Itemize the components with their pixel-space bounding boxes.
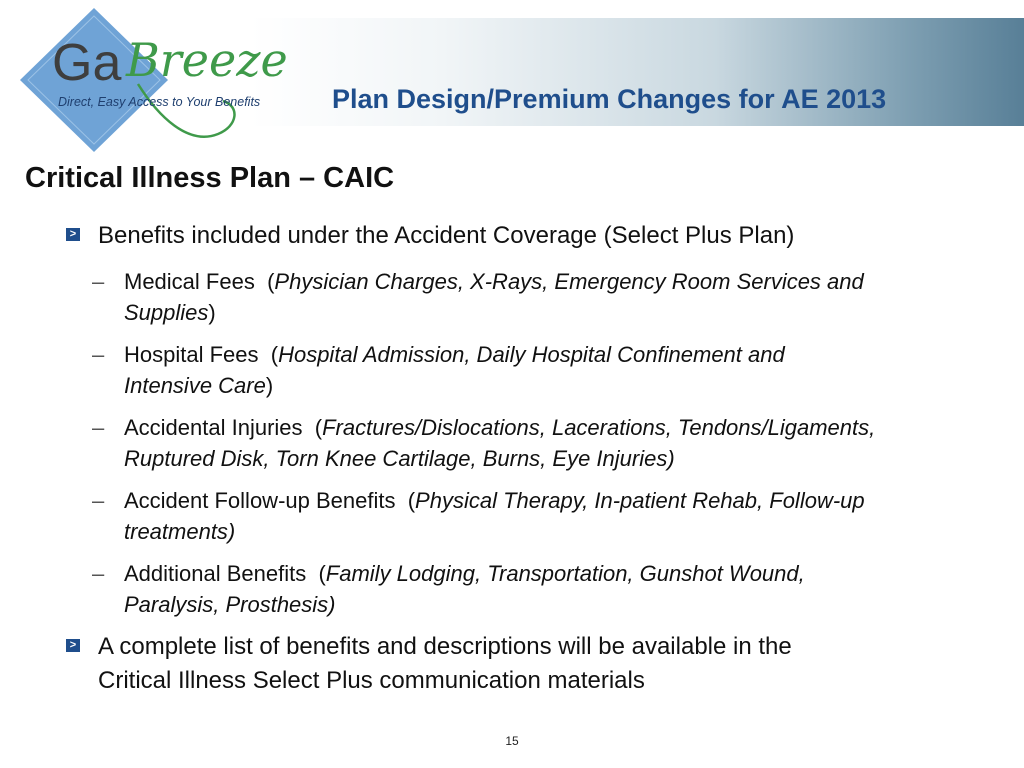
sub-item-detail: Physician Charges, X-Rays, Emergency Room Services and: [274, 269, 864, 294]
sub-item-text: Hospital Fees (Hospital Admission, Daily Hospital Confinement and Intensive Care): [124, 342, 785, 398]
logo-tagline: Direct, Easy Access to Your Benefits: [58, 95, 261, 109]
bullet-arrow-icon: >: [66, 228, 80, 241]
sub-item-label: Hospital Fees: [124, 342, 259, 367]
sub-item-detail-cont: Intensive Care: [124, 373, 266, 398]
sub-item-detail: Fractures/Dislocations, Lacerations, Tendons/Ligaments,: [322, 415, 876, 440]
bullet-text: [98, 630, 998, 698]
sub-item-label: Additional Benefits: [124, 561, 307, 586]
sub-item-detail-cont: treatments): [124, 519, 236, 544]
bullet-text-line1: A complete list of benefits and descriptions will be available in the: [98, 633, 792, 660]
sub-item-text: Accident Follow-up Benefits (Physical Therapy, In-patient Rehab, Follow-up treatments): [124, 488, 865, 544]
gabreeze-logo: [18, 6, 318, 154]
sub-item-detail: Physical Therapy, In-patient Rehab, Follow-up: [415, 488, 865, 513]
dash-icon: –: [92, 488, 105, 513]
sub-item-text: Medical Fees (Physician Charges, X-Rays, Emergency Room Services and Supplies): [124, 269, 864, 325]
page-number: 15: [505, 734, 519, 748]
sub-item-label: Accidental Injuries: [124, 415, 303, 440]
slide-title: Plan Design/Premium Changes for AE 2013: [332, 84, 887, 114]
dash-icon: –: [92, 561, 105, 586]
sub-item-label: Medical Fees: [124, 269, 255, 294]
sub-item-text: Accidental Injuries (Fractures/Dislocations, Lacerations, Tendons/Ligaments, Ruptured Disk, Torn Knee Cartilage, Burns, Eye Injuries): [124, 415, 876, 471]
dash-icon: –: [92, 415, 105, 440]
dash-icon: –: [92, 342, 105, 367]
sub-item-text: Additional Benefits (Family Lodging, Transportation, Gunshot Wound, Paralysis, Prosthesis): [124, 561, 805, 617]
bullet-arrow-icon: >: [66, 639, 80, 652]
bullet-text: Benefits included under the Accident Coverage (Select Plus Plan): [98, 222, 795, 249]
sub-item-detail: Hospital Admission, Daily Hospital Confinement and: [278, 342, 785, 367]
sub-item-detail-cont: Paralysis, Prosthesis): [124, 592, 336, 617]
logo-brand-suffix: Breeze: [126, 33, 288, 87]
sub-item-detail-cont: Ruptured Disk, Torn Knee Cartilage, Burns, Eye Injuries): [124, 446, 675, 471]
bullet-text-line2: Critical Illness Select Plus communication materials: [98, 667, 645, 694]
logo-brand-prefix: Ga: [52, 34, 122, 92]
sub-item-detail-cont: Supplies: [124, 300, 209, 325]
sub-item-label: Accident Follow-up Benefits: [124, 488, 396, 513]
sub-item-detail: Family Lodging, Transportation, Gunshot Wound,: [325, 561, 805, 586]
section-heading: Critical Illness Plan – CAIC: [25, 162, 395, 194]
dash-icon: –: [92, 269, 105, 294]
